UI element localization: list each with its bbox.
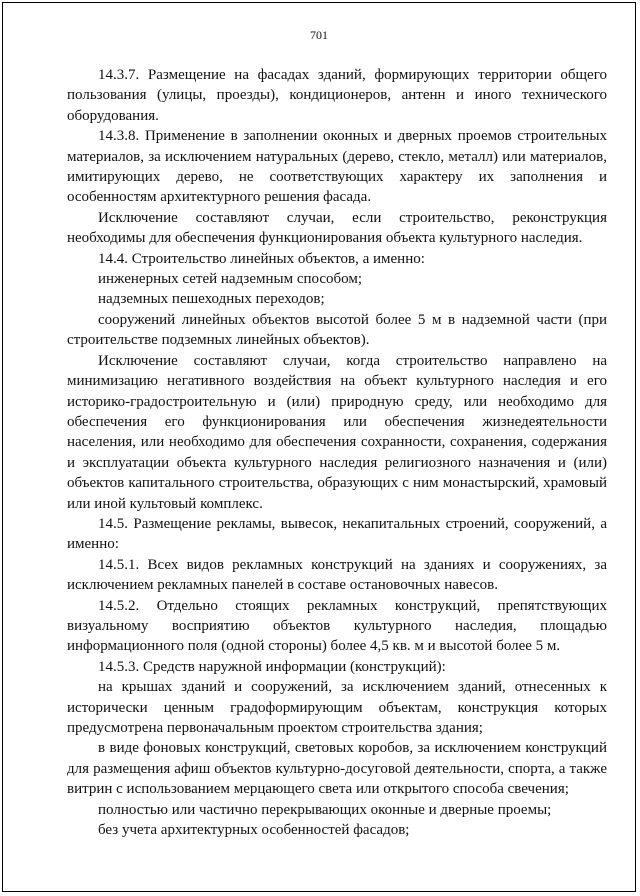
list-item-facade-features: без учета архитектурных особенностей фасадов; (98, 822, 410, 839)
paragraph-exception-1: Исключение составляют случаи, если строительство, реконструкция необходимы для обеспечения функционирования объекта культурного наследия. (67, 209, 607, 247)
paragraph-14-3-7: 14.3.7. Размещение на фасадах зданий, формирующих территории общего пользования (улицы, проезды), кондиционеров, антенн и иного технического оборудования. (67, 67, 607, 124)
paragraph-14-5-3: 14.5.3. Средств наружной информации (конструкций): (98, 658, 446, 675)
paragraph-exception-2: Исключение составляют случаи, когда строительство направлено на минимизацию негативного воздействия на объект культурного наследия и его историко-градостроительную и (или) природную среду, или необходимо для обеспечения его функционирования или обеспечения жизнедеятельности населения, или необходимо для обеспечения сохранности, сохранения, содержания и эксплуатации объекта культурного наследия религиозного назначения и (или) объектов капитального строительства, образующих с ним монастырский, храмовый или иной культовый комплекс. (67, 352, 607, 512)
paragraph-14-5-2: 14.5.2. Отдельно стоящих рекламных конструкций, препятствующих визуальному восприятию объектов культурного наследия, площадью информационного поля (одной стороны) более 4,5 кв. м и высотой более 5 м. (67, 597, 607, 655)
document-body (67, 65, 607, 840)
list-item-covering-openings: полностью или частично перекрывающих оконные и дверные проемы; (98, 801, 552, 818)
paragraph-14-3-8: 14.3.8. Применение в заполнении оконных и дверных проемов строительных материалов, за исключением натуральных (дерево, стекло, металл) или материалов, имитирующих дерево, не соответствующих характеру их заполнения и особенностям архитектурного решения фасада. (67, 128, 607, 206)
list-item-roofs: на крышах зданий и сооружений, за исключением зданий, отнесенных к исторически ценным градоформирующим объектам, конструкция которых предусмотрена первоначальным проектом строительства здания; (67, 679, 607, 736)
list-item-engineering-networks: инженерных сетей надземным способом; (98, 271, 363, 288)
paragraph-14-4: 14.4. Строительство линейных объектов, а именно: (98, 250, 425, 267)
list-item-linear-structures: сооружений линейных объектов высотой более 5 м в надземной части (при строительстве подземных линейных объектов). (67, 311, 607, 349)
paragraph-14-5: 14.5. Размещение рекламы, вывесок, некапитальных строений, сооружений, а именно: (67, 515, 607, 553)
paragraph-14-5-1: 14.5.1. Всех видов рекламных конструкций на зданиях и сооружениях, за исключением рекламных панелей в составе остановочных навесов. (67, 556, 607, 594)
page-number: 701 (310, 28, 328, 42)
document-page (2, 2, 636, 892)
list-item-pedestrian-crossings: надземных пешеходных переходов; (98, 291, 325, 308)
list-item-background-constructions: в виде фоновых конструкций, световых коробов, за исключением конструкций для размещения афиш объектов культурно-досуговой деятельности, спорта, а также витрин с использованием мерцающего света или открытого способа свечения; (67, 740, 607, 798)
